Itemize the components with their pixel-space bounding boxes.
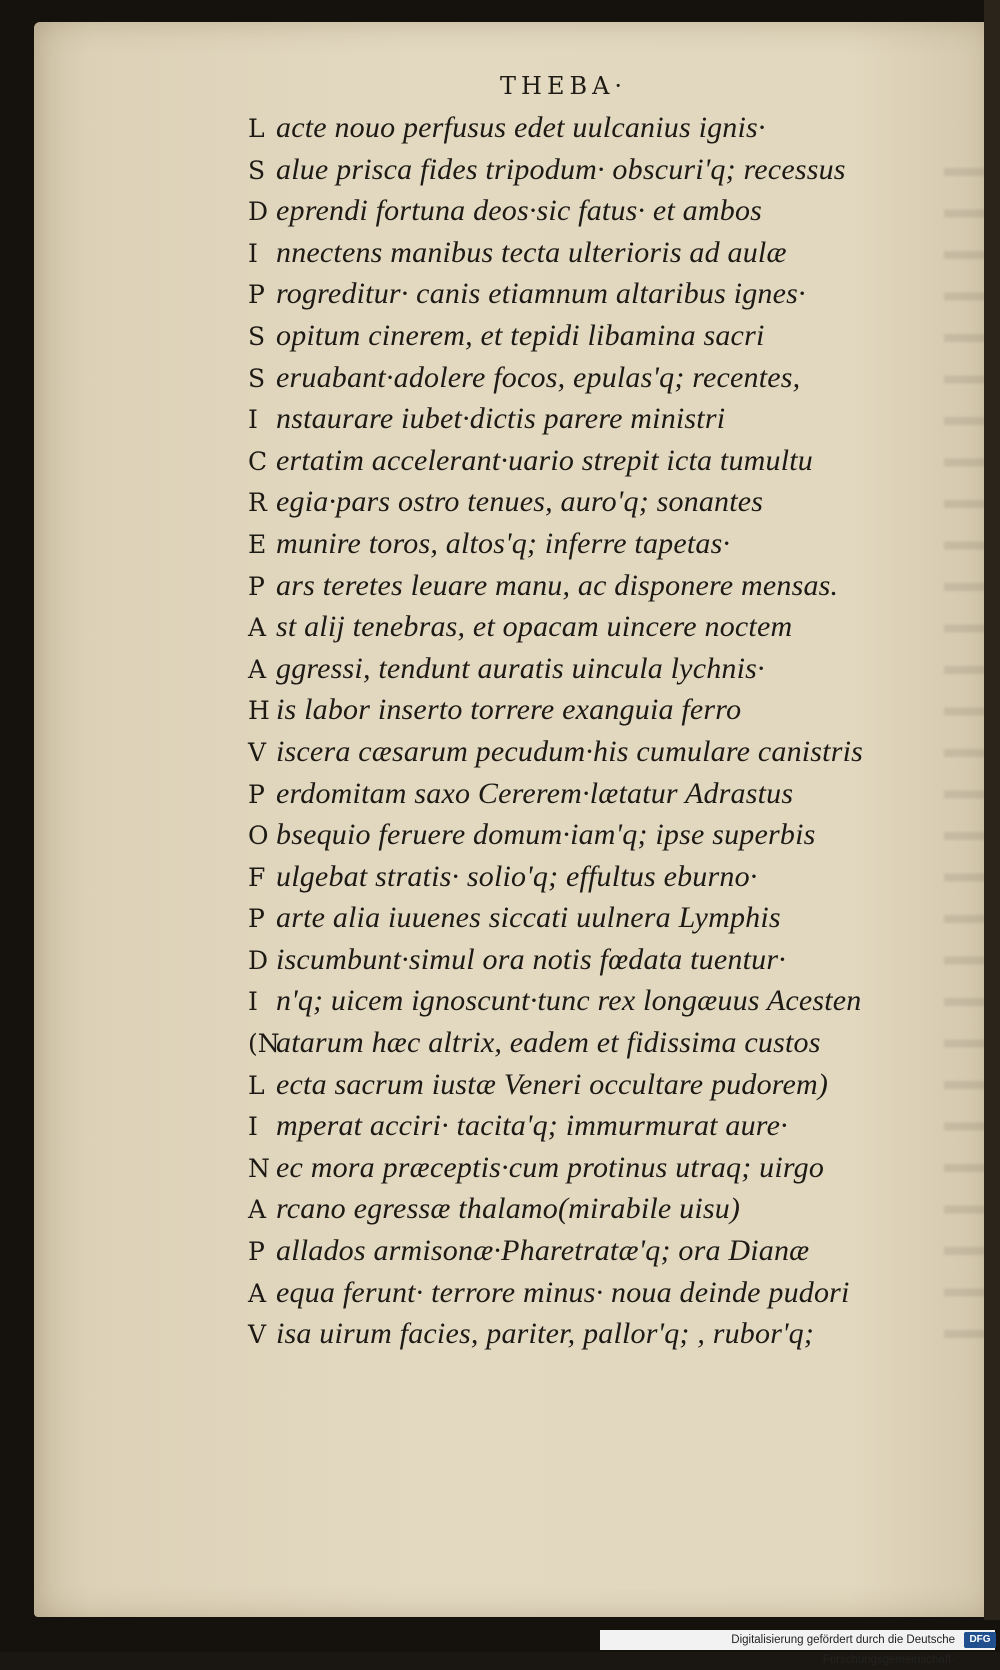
line-initial: V bbox=[248, 737, 267, 767]
line-initial: P bbox=[248, 904, 265, 934]
line-initial: (N bbox=[248, 1029, 280, 1059]
line-text: opitum cinerem, et tepidi libamina sacri bbox=[276, 318, 765, 352]
verse-line bbox=[248, 939, 948, 981]
line-text: isa uirum facies, pariter, pallor'q; , rubor'q; bbox=[276, 1317, 815, 1351]
line-text: egia·pars ostro tenues, auro'q; sonantes bbox=[276, 485, 764, 519]
line-initial: D bbox=[248, 197, 269, 227]
line-initial: P bbox=[248, 280, 265, 310]
line-initial: N bbox=[248, 1153, 270, 1183]
digitization-credit: Digitalisierung gefördert durch die Deutsche Forschungsgemeinschaft· bbox=[600, 1630, 995, 1650]
verse-line bbox=[248, 689, 948, 731]
verse-line bbox=[248, 232, 948, 274]
line-initial: A bbox=[248, 1195, 267, 1225]
line-initial: I bbox=[248, 1112, 258, 1142]
line-text: iscera cæsarum pecudum·his cumulare canistris bbox=[276, 734, 863, 768]
line-text: arte alia iuuenes siccati uulnera Lymphis bbox=[276, 901, 781, 935]
line-initial: I bbox=[248, 238, 258, 268]
verse-line bbox=[248, 107, 948, 149]
verse-line bbox=[248, 1105, 948, 1147]
line-initial: D bbox=[248, 945, 269, 975]
line-text: munire toros, altos'q; inferre tapetas· bbox=[276, 526, 731, 560]
verse-line bbox=[248, 1147, 948, 1189]
line-text: atarum hæc altrix, eadem et fidissima custos bbox=[276, 1026, 821, 1060]
line-initial: I bbox=[248, 987, 258, 1017]
line-text: ulgebat stratis· solio'q; effultus eburno· bbox=[276, 859, 758, 893]
line-initial: A bbox=[248, 654, 267, 684]
line-text: nstaurare iubet·dictis parere ministri bbox=[276, 402, 726, 436]
verse-line bbox=[248, 315, 948, 357]
running-header: THEBA· bbox=[500, 72, 628, 100]
verse-line bbox=[248, 1230, 948, 1272]
line-text: ggressi, tendunt auratis uincula lychnis· bbox=[276, 651, 765, 685]
verse-line bbox=[248, 273, 948, 315]
verse-line bbox=[248, 357, 948, 399]
line-initial: P bbox=[248, 779, 265, 809]
verse-line bbox=[248, 606, 948, 648]
line-initial: P bbox=[248, 1237, 265, 1267]
line-initial: L bbox=[248, 1070, 265, 1100]
line-initial: V bbox=[248, 1320, 267, 1350]
verse-line bbox=[248, 523, 948, 565]
verse-line bbox=[248, 1313, 948, 1355]
verse-line bbox=[248, 648, 948, 690]
line-text: eprendi fortuna deos·sic fatus· et ambos bbox=[276, 194, 763, 228]
line-text: ec mora præceptis·cum protinus utraq; uirgo bbox=[276, 1150, 825, 1184]
verse-line bbox=[248, 980, 948, 1022]
line-initial: F bbox=[248, 862, 266, 892]
dfg-logo-icon: DFG bbox=[964, 1632, 996, 1648]
line-text: mperat acciri· tacita'q; immurmurat aure· bbox=[276, 1109, 788, 1143]
line-initial: S bbox=[248, 321, 266, 351]
line-initial: A bbox=[248, 1278, 267, 1308]
line-text: allados armisonæ·Pharetratæ'q; ora Dianæ bbox=[276, 1234, 810, 1268]
verse-line bbox=[248, 190, 948, 232]
line-text: alue prisca fides tripodum· obscuri'q; recessus bbox=[276, 152, 846, 186]
line-initial: C bbox=[248, 446, 268, 476]
line-initial: O bbox=[248, 821, 269, 851]
line-text: eruabant·adolere focos, epulas'q; recentes, bbox=[276, 360, 801, 394]
line-text: is labor inserto torrere exanguia ferro bbox=[276, 693, 742, 727]
verse-line bbox=[248, 856, 948, 898]
scan-edge bbox=[984, 0, 1000, 1620]
line-text: rcano egressæ thalamo(mirabile uisu) bbox=[276, 1192, 741, 1226]
line-text: rogreditur· canis etiamnum altaribus ignes· bbox=[276, 277, 806, 311]
line-initial: H bbox=[248, 696, 270, 726]
verse-line bbox=[248, 897, 948, 939]
verse-line bbox=[248, 731, 948, 773]
line-text: n'q; uicem ignoscunt·tunc rex longæuus Acesten bbox=[276, 984, 862, 1018]
verse-line bbox=[248, 1022, 948, 1064]
line-text: acte nouo perfusus edet uulcanius ignis· bbox=[276, 111, 766, 144]
line-text: st alij tenebras, et opacam uincere noctem bbox=[276, 610, 793, 644]
verse-line bbox=[248, 1188, 948, 1230]
verse-line bbox=[248, 1272, 948, 1314]
verse-line bbox=[248, 814, 948, 856]
line-text: nnectens manibus tecta ulterioris ad aulæ bbox=[276, 235, 787, 269]
verse-line bbox=[248, 149, 948, 191]
verse-line bbox=[248, 773, 948, 815]
line-initial: S bbox=[248, 363, 266, 393]
line-text: ertatim accelerant·uario strepit icta tumultu bbox=[276, 443, 813, 477]
line-initial: R bbox=[248, 488, 267, 518]
verse-line bbox=[248, 565, 948, 607]
verse-line bbox=[248, 398, 948, 440]
line-initial: A bbox=[248, 613, 267, 643]
line-initial: L bbox=[248, 114, 265, 143]
line-text: equa ferunt· terrore minus· noua deinde pudori bbox=[276, 1275, 850, 1309]
line-text: erdomitam saxo Cererem·lætatur Adrastus bbox=[276, 776, 794, 810]
line-text: ecta sacrum iustæ Veneri occultare pudorem) bbox=[276, 1067, 829, 1101]
line-initial: I bbox=[248, 405, 258, 435]
line-text: iscumbunt·simul ora notis fœdata tuentur· bbox=[276, 942, 786, 976]
verse-lines bbox=[248, 107, 948, 1355]
line-initial: S bbox=[248, 155, 266, 185]
verse-line bbox=[248, 1064, 948, 1106]
verse-line bbox=[248, 440, 948, 482]
line-initial: E bbox=[248, 529, 267, 559]
line-initial: P bbox=[248, 571, 265, 601]
line-text: bsequio feruere domum·iam'q; ipse superbis bbox=[276, 818, 816, 852]
verse-line bbox=[248, 481, 948, 523]
line-text: ars teretes leuare manu, ac disponere mensas. bbox=[276, 568, 839, 602]
